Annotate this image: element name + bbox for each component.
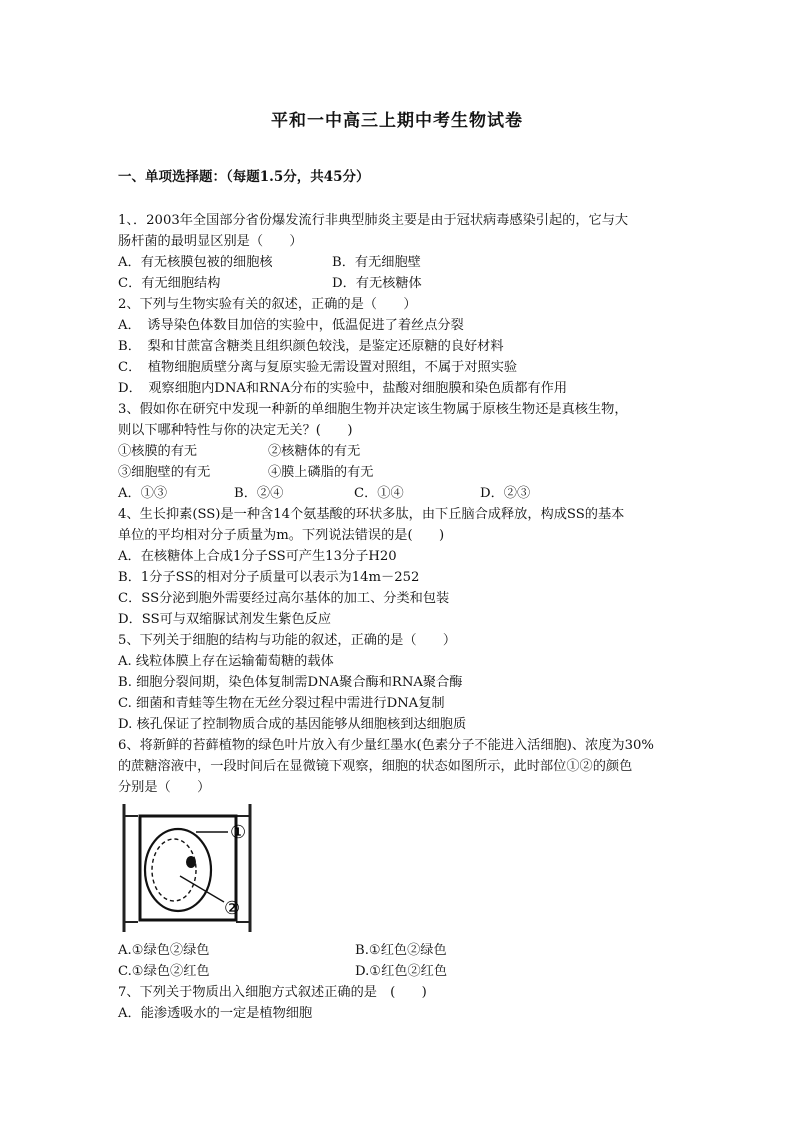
q6-stem-line-2: 的蔗糖溶液中，一段时间后在显微镜下观察，细胞的状态如图所示，此时部位①②的颜色 — [118, 759, 633, 774]
q1-stem-line-1: 1、．2003年全国部分省份爆发流行非典型肺炎主要是由于冠状病毒感染引起的，它与大 — [118, 213, 629, 228]
question-body — [118, 210, 698, 1024]
q1-options-row-1 — [118, 252, 698, 273]
q4-stem-line-1: 4、生长抑素(SS)是一种含14个氨基酸的环状多肽，由下丘脑合成释放，构成SS的基本 — [118, 507, 625, 522]
q4-stem-line-2: 单位的平均相对分子质量为m。下列说法错误的是( ) — [118, 528, 445, 543]
q2-option-b: B． 梨和甘蔗富含糖类且组织颜色较浅，是鉴定还原糖的良好材料 — [118, 339, 504, 354]
q3-items-row-1 — [118, 441, 698, 462]
q3-option-d: D．②③ — [480, 486, 531, 501]
q3-item-3: ③细胞壁的有无 — [118, 465, 211, 480]
q1-option-b: B．有无细胞壁 — [332, 255, 421, 270]
q1-option-d: D．有无核糖体 — [332, 276, 422, 291]
q2-option-c: C． 植物细胞质壁分离与复原实验无需设置对照组，不属于对照实验 — [118, 360, 518, 375]
q3-options-row — [118, 483, 698, 504]
exam-title: 平和一中高三上期中考生物试卷 — [271, 111, 523, 131]
q3-item-1: ①核膜的有无 — [118, 444, 198, 459]
q5-option-b: B. 细胞分裂间期，染色体复制需DNA聚合酶和RNA聚合酶 — [118, 675, 463, 690]
q6-option-c: C.①绿色②红色 — [118, 964, 210, 979]
q5-stem: 5、下列关于细胞的结构与功能的叙述，正确的是（ ） — [118, 633, 457, 648]
q3-stem-line-2: 则以下哪种特性与你的决定无关？( ) — [118, 423, 353, 438]
q4-option-a: A．在核糖体上合成1分子SS可产生13分子H20 — [118, 549, 397, 564]
q1-stem-line-2: 肠杆菌的最明显区别是（ ） — [118, 234, 303, 249]
q4-option-d: D．SS可与双缩脲试剂发生紫色反应 — [118, 612, 332, 627]
protoplast — [145, 829, 211, 911]
q3-items-row-2 — [118, 462, 698, 483]
q2-option-d: D． 观察细胞内DNA和RNA分布的实验中，盐酸对细胞膜和染色质都有作用 — [118, 381, 568, 396]
q6-option-b: B.①红色②绿色 — [355, 943, 447, 958]
q4-option-c: C．SS分泌到胞外需要经过高尔基体的加工、分类和包装 — [118, 591, 450, 606]
q3-stem-line-1: 3、假如你在研究中发现一种新的单细胞生物并决定该生物属于原核生物还是真核生物， — [118, 402, 628, 417]
q3-option-c: C．①④ — [354, 486, 404, 501]
q6-option-d: D.①红色②红色 — [355, 964, 448, 979]
vacuole — [152, 839, 196, 901]
q3-option-a: A．①③ — [118, 486, 168, 501]
q3-item-2: ②核糖体的有无 — [268, 444, 361, 459]
q6-option-a: A.①绿色②绿色 — [118, 943, 210, 958]
q2-option-a: A． 诱导染色体数目加倍的实验中，低温促进了着丝点分裂 — [118, 318, 464, 333]
label-2: ② — [224, 898, 241, 919]
nucleus — [186, 856, 196, 868]
q6-stem-line-1: 6、将新鲜的苔藓植物的绿色叶片放入有少量红墨水(色素分子不能进入活细胞)、浓度为30% — [118, 738, 654, 753]
q6-options-row-2 — [118, 961, 698, 982]
q3-item-4: ④膜上磷脂的有无 — [268, 465, 374, 480]
q5-option-d: D. 核孔保证了控制物质合成的基因能够从细胞核到达细胞质 — [118, 717, 467, 732]
q1-options-row-2 — [118, 273, 698, 294]
q7-option-a: A．能渗透吸水的一定是植物细胞 — [118, 1006, 313, 1021]
q5-option-c: C. 细菌和青蛙等生物在无丝分裂过程中需进行DNA复制 — [118, 696, 445, 711]
cell-diagram — [118, 802, 288, 934]
q6-stem-line-3: 分别是（ ） — [118, 780, 211, 795]
section-heading: 一、单项选择题：（每题1.5分，共45分） — [118, 169, 370, 185]
q5-option-a: A. 线粒体膜上存在运输葡萄糖的载体 — [118, 654, 334, 669]
cell-plasmolysis-figure — [118, 802, 698, 934]
q4-option-b: B．1分子SS的相对分子质量可以表示为14m－252 — [118, 570, 420, 585]
q2-stem: 2、下列与生物实验有关的叙述，正确的是（ ） — [118, 297, 417, 312]
q3-option-b: B．②④ — [234, 486, 284, 501]
q1-option-a: A．有无核膜包被的细胞核 — [118, 255, 273, 270]
label-1: ① — [230, 822, 247, 843]
q6-options-row-1 — [118, 940, 698, 961]
q7-stem: 7、下列关于物质出入细胞方式叙述正确的是 ( ) — [118, 985, 427, 1000]
q1-option-c: C．有无细胞结构 — [118, 276, 221, 291]
